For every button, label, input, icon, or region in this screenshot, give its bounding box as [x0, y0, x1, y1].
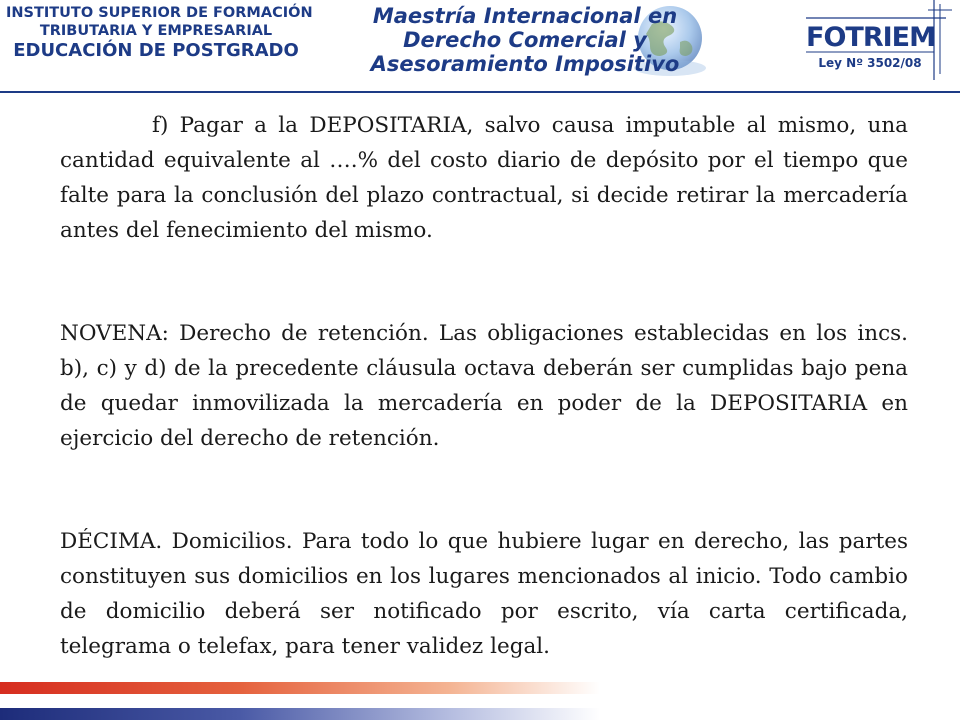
fotriem-name: FOTRIEM	[806, 22, 935, 53]
footer-blue-bar	[0, 708, 600, 720]
institute-name-line2: TRIBUTARIA Y EMPRESARIAL	[39, 23, 273, 39]
header-divider	[0, 91, 960, 93]
fotriem-law-number: Ley Nº 3502/08	[818, 56, 922, 70]
footer-decoration	[0, 682, 960, 720]
footer-red-bar	[0, 682, 600, 694]
institute-name-line1: INSTITUTO SUPERIOR DE FORMACIÓN	[6, 5, 313, 21]
masters-program-logo	[370, 2, 710, 86]
masters-program-title	[370, 4, 680, 76]
fotriem-logo	[806, 0, 956, 86]
paragraph-clause-f: f) Pagar a la DEPOSITARIA, salvo causa imputable al mismo, una cantidad equivalente al ….% del costo diario de depósito por el tiempo que falte para la conclusión del plazo contractual, si decide retirar la mercadería antes del fenecimiento del mismo.	[60, 113, 908, 243]
masters-title-line3: Asesoramiento Impositivo	[370, 52, 680, 76]
institute-logo	[6, 4, 313, 62]
paragraph-clause-decima: DÉCIMA. Domicilios. Para todo lo que hubiere lugar en derecho, las partes constituyen sus domicilios en los lugares mencionados al inicio. Todo cambio de domicilio deberá ser notificado por escrito, vía carta certificada, telegrama o telefax, para tener validez legal.	[60, 529, 908, 659]
masters-title-line1: Maestría Internacional en	[372, 4, 678, 28]
masters-title-line2: Derecho Comercial y	[403, 28, 647, 52]
document-body	[60, 108, 908, 664]
paragraph-clause-novena: NOVENA: Derecho de retención. Las obligaciones establecidas en los incs. b), c) y d) de la precedente cláusula octava deberán ser cumplidas bajo pena de quedar inmovilizada la mercadería en poder de la DEPOSITARIA en ejercicio del derecho de retención.	[60, 321, 908, 451]
institute-name-line3: EDUCACIÓN DE POSTGRADO	[13, 40, 299, 61]
page-header	[0, 0, 960, 92]
